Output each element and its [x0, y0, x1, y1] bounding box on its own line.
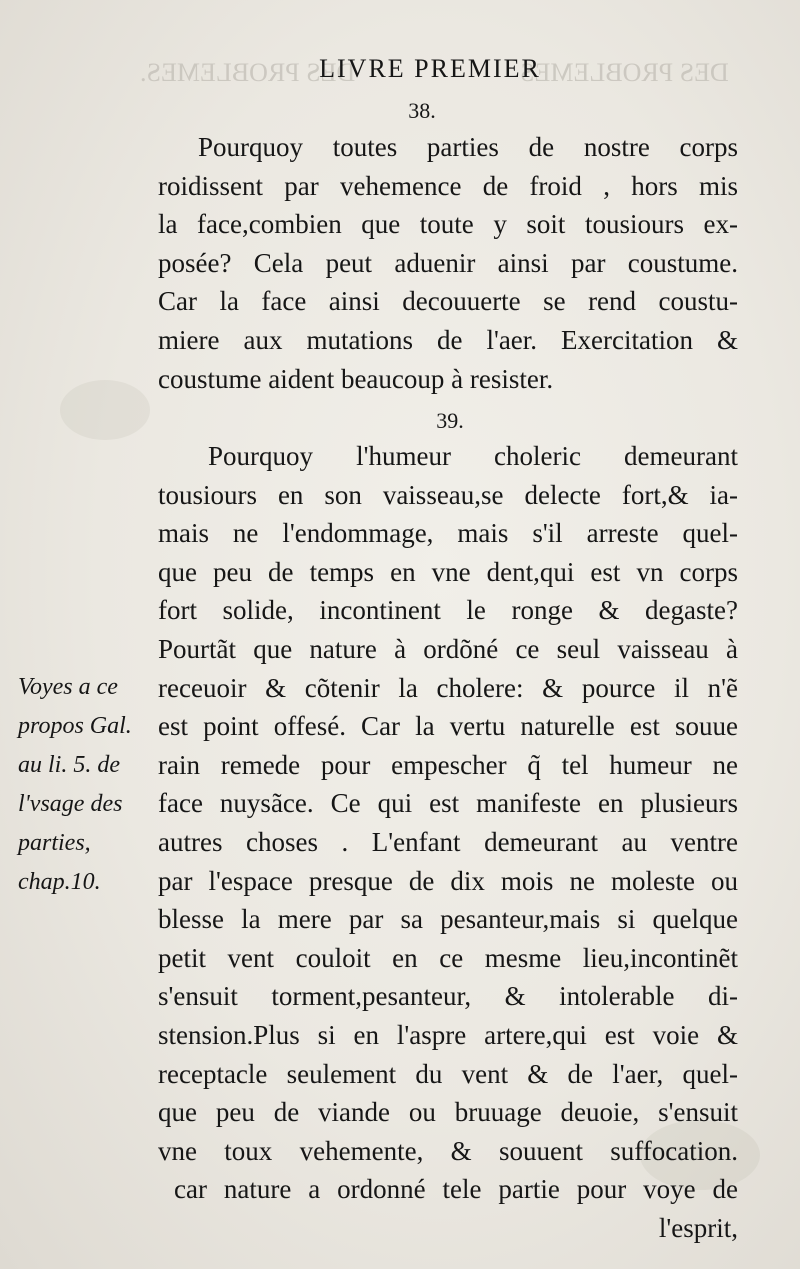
catchword: l'esprit,: [658, 1212, 738, 1243]
text-line: Pourquoy toutes parties de nostre corps: [198, 132, 738, 162]
text-line: miere aux mutations de l'aer. Exercitation &: [158, 324, 738, 355]
text-line: autres choses . L'enfant demeurant au ventre: [158, 826, 738, 857]
text-line: Pourquoy l'humeur choleric demeurant: [208, 441, 738, 471]
margin-note: [18, 668, 158, 902]
question-number: 39.: [436, 408, 464, 433]
running-head: [0, 54, 800, 84]
text-line: par l'espace presque de dix mois ne moleste ou: [158, 865, 738, 896]
margin-note-line: au li. 5. de: [18, 752, 120, 778]
text-line: car nature a ordonné tele partie pour voye de: [174, 1174, 738, 1205]
text-line: blesse la mere par sa pesanteur,mais si quelque: [158, 904, 738, 935]
show-through-text: DES PROBLEMES.: [140, 58, 356, 87]
question-number: 38.: [408, 98, 436, 123]
text-line: mais ne l'endommage, mais s'il arreste quel-: [158, 518, 738, 549]
text-line: rain remede pour empescher q̃ tel humeur ne: [158, 749, 738, 780]
show-through-text: DES PROBLEMES: [520, 58, 729, 87]
question-text: [158, 128, 738, 398]
text-line: Pourtãt que nature à ordõné ce seul vaisseau à: [158, 633, 738, 664]
text-line: s'ensuit torment,pesanteur, & intolerable di-: [158, 981, 738, 1012]
margin-note-line: Voyes a ce: [18, 674, 118, 700]
text-line: Car la face ainsi decouuerte se rend coustu-: [158, 286, 738, 317]
text-line: receptacle seulement du vent & de l'aer, quel-: [158, 1058, 738, 1089]
text-line: que peu de viande ou bruuage deuoie, s'ensuit: [158, 1097, 738, 1128]
text-line: roidissent par vehemence de froid , hors mis: [158, 170, 738, 201]
text-line: vne toux vehemente, & souuent suffocation.: [158, 1135, 738, 1166]
text-line: la face,combien que toute y soit tousiours ex-: [158, 209, 738, 240]
running-head-title: LIVRE PREMIER: [319, 54, 541, 83]
margin-note-line: propos Gal.: [18, 713, 132, 739]
text-line: que peu de temps en vne dent,qui est vn corps: [158, 556, 738, 587]
text-line: fort solide, incontinent le ronge & degaste?: [158, 595, 738, 626]
text-line: coustume aident beaucoup à resister.: [158, 363, 554, 394]
text-line: est point offesé. Car la vertu naturelle est souue: [158, 711, 738, 742]
margin-note-line: parties,: [18, 830, 91, 856]
text-line: tousiours en son vaisseau,se delecte fort,& ia-: [158, 479, 738, 510]
paper-stain: [60, 380, 150, 440]
question-text: [158, 437, 738, 1247]
text-line: receuoir & cõtenir la cholere: & pource il n'ẽ: [158, 672, 738, 703]
text-line: posée? Cela peut aduenir ainsi par coustume.: [158, 247, 738, 278]
text-line: face nuysãce. Ce qui est manifeste en plusieurs: [158, 788, 738, 819]
margin-note-line: l'vsage des: [18, 791, 123, 817]
text-line: stension.Plus si en l'aspre artere,qui est voie &: [158, 1019, 738, 1050]
text-line: petit vent couloit en ce mesme lieu,incontinẽt: [158, 942, 738, 973]
margin-note-line: chap.10.: [18, 869, 101, 895]
